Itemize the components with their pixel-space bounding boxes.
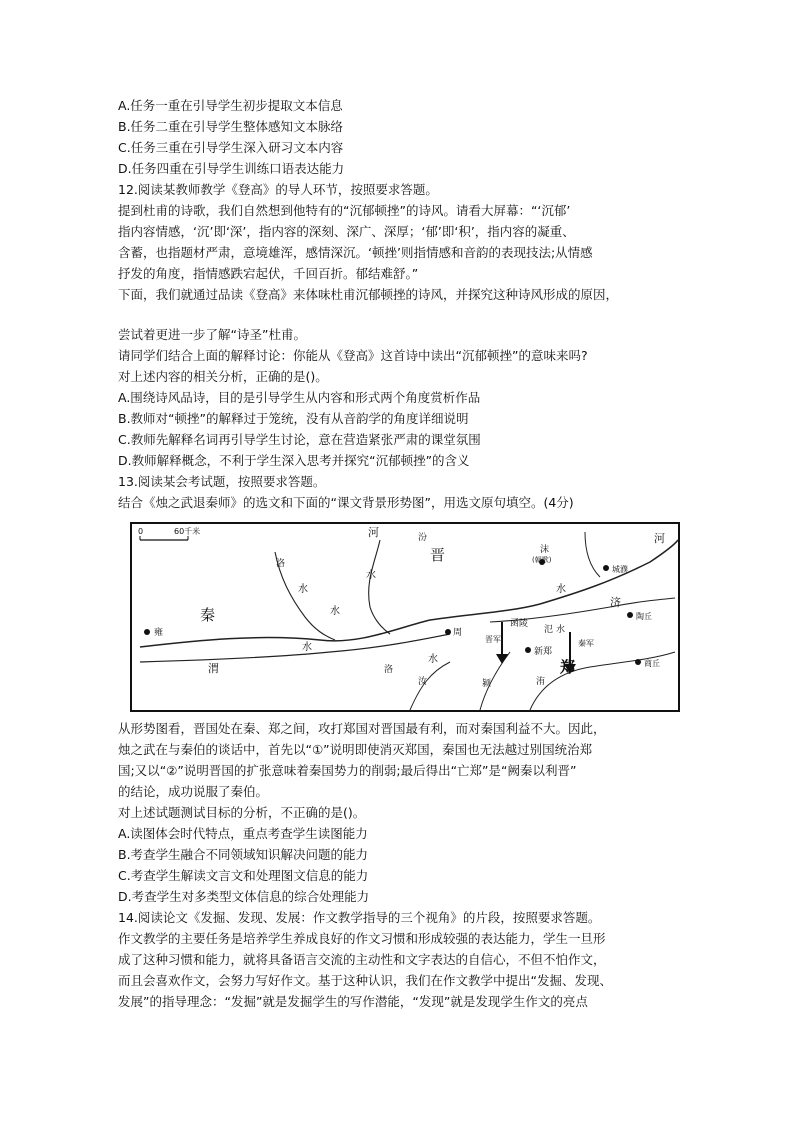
- passage-line: 发展”的指导理念：“发掘”就是发掘学生的写作潜能，“发现”就是发现学生作文的亮点: [118, 994, 588, 1009]
- chao-ge-note-label: (朝歌): [532, 556, 552, 564]
- luo-river-south-label: 洛: [384, 665, 394, 675]
- ru-river-label: 汝: [418, 677, 428, 687]
- fan-label: 氾: [544, 625, 554, 635]
- option-a-line: A.任务一重在引导学生初步提取文本信息: [118, 98, 343, 113]
- passage-line: 指内容情感，‘沉’即‘深’，指内容的深刻、深广、深厚；‘郁’即‘积’，指内容的凝重、: [118, 224, 575, 239]
- question-12-stem: 12.阅读某教师教学《登高》的导人环节，按照要求答题。: [118, 182, 438, 197]
- passage-line: 含蓄，也指题材严肃，意境雄浑，感情深沉。‘顿挫’则指情感和音韵的表现技法;从情感: [118, 245, 593, 260]
- he-river-east-label: 河: [654, 532, 665, 545]
- cheng-pu-city-dot: [603, 565, 609, 571]
- passage-line: 尝试着更进一步了解“诗圣”杜甫。: [118, 327, 306, 342]
- state-zheng-label: 郑: [560, 658, 576, 676]
- ying-river-label: 颍: [482, 679, 492, 689]
- yong-label: 雍: [154, 628, 164, 638]
- passage-line: 提到杜甫的诗歌，我们自然想到他特有的“沉郁顿挫”的诗风。请看大屏幕：“‘沉郁’: [118, 203, 571, 218]
- yong-city-dot: [144, 629, 150, 635]
- river-water-label: 水: [428, 654, 438, 665]
- option-c-line: C.任务三重在引导学生深入研习文本内容: [118, 140, 344, 155]
- qin-army-label: 秦军: [578, 639, 594, 648]
- jin-army-label: 晋军: [485, 635, 501, 644]
- option-b-line: B.考查学生融合不同领域知识解决问题的能力: [118, 847, 369, 862]
- option-b-line: B.任务二重在引导学生整体感知文本脉络: [118, 119, 344, 134]
- passage-line: 抒发的角度，指情感跌宕起伏，千回百折。郁结难舒。”: [118, 266, 419, 281]
- fen-river-label: 汾: [418, 533, 428, 543]
- passage-line: 下面，我们就通过品读《登高》来体味杜甫沉郁顿挫的诗风，并探究这种诗风形成的原因，: [118, 287, 619, 302]
- shang-qiu-city-dot: [635, 659, 641, 665]
- option-d-line: D.任务四重在引导学生训练口语表达能力: [118, 161, 345, 176]
- river-water-label: 水: [298, 584, 308, 595]
- zhou-city-dot: [445, 629, 451, 635]
- river-water-label: 水: [366, 570, 376, 581]
- option-b-line: B.教师对“顿挫”的解释过于笼统，没有从音韵学的角度详细说明: [118, 411, 469, 426]
- answer-passage-line: 从形势图看，晋国处在秦、郑之间，攻打郑国对晋国最有利，而对秦国利益不大。因此，: [118, 721, 606, 736]
- river-water-label: 水: [556, 584, 566, 595]
- passage-line: 而且会喜欢作文，会努力写好作文。基于这种认识，我们在作文教学中提出“发掘、发现、: [118, 973, 612, 988]
- answer-passage-line: 烛之武在与秦伯的谈话中，首先以“①”说明即使消灭郑国，秦国也无法越过别国统治郑: [118, 742, 593, 757]
- state-jin-label: 晋: [430, 546, 446, 564]
- river-water-label: 水: [302, 642, 312, 653]
- question-13-stem: 13.阅读某会考试题，按照要求答题。: [118, 474, 326, 489]
- option-d-line: D.考查学生对多类型文体信息的综合处理能力: [118, 889, 370, 904]
- scale-zero-label: 0: [138, 527, 144, 536]
- wei-shui-label: 洧: [536, 677, 546, 687]
- question-14-stem: 14.阅读论文《发掘、发现、发展：作文教学指导的三个视角》的片段，按照要求答题。: [118, 910, 601, 925]
- answer-passage-line: 的结论，成功说服了秦伯。: [118, 784, 269, 799]
- cheng-pu-label: 城濮: [612, 565, 628, 574]
- answer-passage-line: 国;又以“②”说明晋国的扩张意味着秦国势力的削弱;最后得出“亡郑”是“阙秦以利晋”: [118, 763, 577, 778]
- tao-qiu-city-dot: [627, 612, 633, 618]
- xin-zheng-city-dot: [525, 647, 531, 653]
- option-d-line: D.教师解释概念，不利于学生深入思考并探究“沉郁顿挫”的含义: [118, 453, 470, 468]
- luo-river-label: 洛: [276, 559, 286, 569]
- wei-river-label: 渭: [208, 662, 219, 675]
- option-a-line: A.围绕诗风品诗，目的是引导学生从内容和形式两个角度赏析作品: [118, 390, 481, 405]
- scale-value-label: 60千米: [174, 527, 201, 536]
- passage-line: 请同学们结合上面的解释讨论：你能从《登高》这首诗中读出“沉郁顿挫”的意味来吗?: [118, 348, 588, 363]
- xin-zheng-label: 新郑: [534, 647, 553, 657]
- passage-line: 作文教学的主要任务是培养学生养成良好的作文习惯和形成较强的表达能力，学生一旦形: [118, 931, 606, 946]
- question-prompt: 对上述内容的相关分析，正确的是()。: [118, 369, 328, 384]
- option-c-line: C.考查学生解读文言文和处理图文信息的能力: [118, 868, 369, 883]
- option-a-line: A.读图体会时代特点，重点考查学生读图能力: [118, 826, 368, 841]
- chao-ge-label: 沫: [540, 545, 550, 555]
- river-water-label: 水: [330, 606, 340, 617]
- shang-qiu-label: 商丘: [644, 659, 660, 668]
- han-ling-label: 函陵: [510, 619, 529, 629]
- question-13-task: 结合《烛之武退秦师》的选文和下面的“课文背景形势图”，用选文原句填空。(4分): [118, 495, 574, 510]
- state-qin-label: 秦: [200, 606, 216, 624]
- passage-line: 成了这种习惯和能力，就将具备语言交流的主动性和文字表达的自信心，不但不怕作文，: [118, 952, 606, 967]
- question-prompt: 对上述试题测试目标的分析，不正确的是()。: [118, 805, 366, 820]
- option-c-line: C.教师先解释名词再引导学生讨论，意在营造紧张严肃的课堂氛围: [118, 432, 481, 447]
- background-situation-map: [130, 522, 680, 712]
- he-river-label: 河: [368, 526, 379, 539]
- fan-water-label: 水: [556, 625, 566, 635]
- zhou-label: 周: [453, 628, 463, 638]
- tao-qiu-label: 陶丘: [636, 612, 652, 621]
- ji-river-label: 济: [610, 596, 621, 609]
